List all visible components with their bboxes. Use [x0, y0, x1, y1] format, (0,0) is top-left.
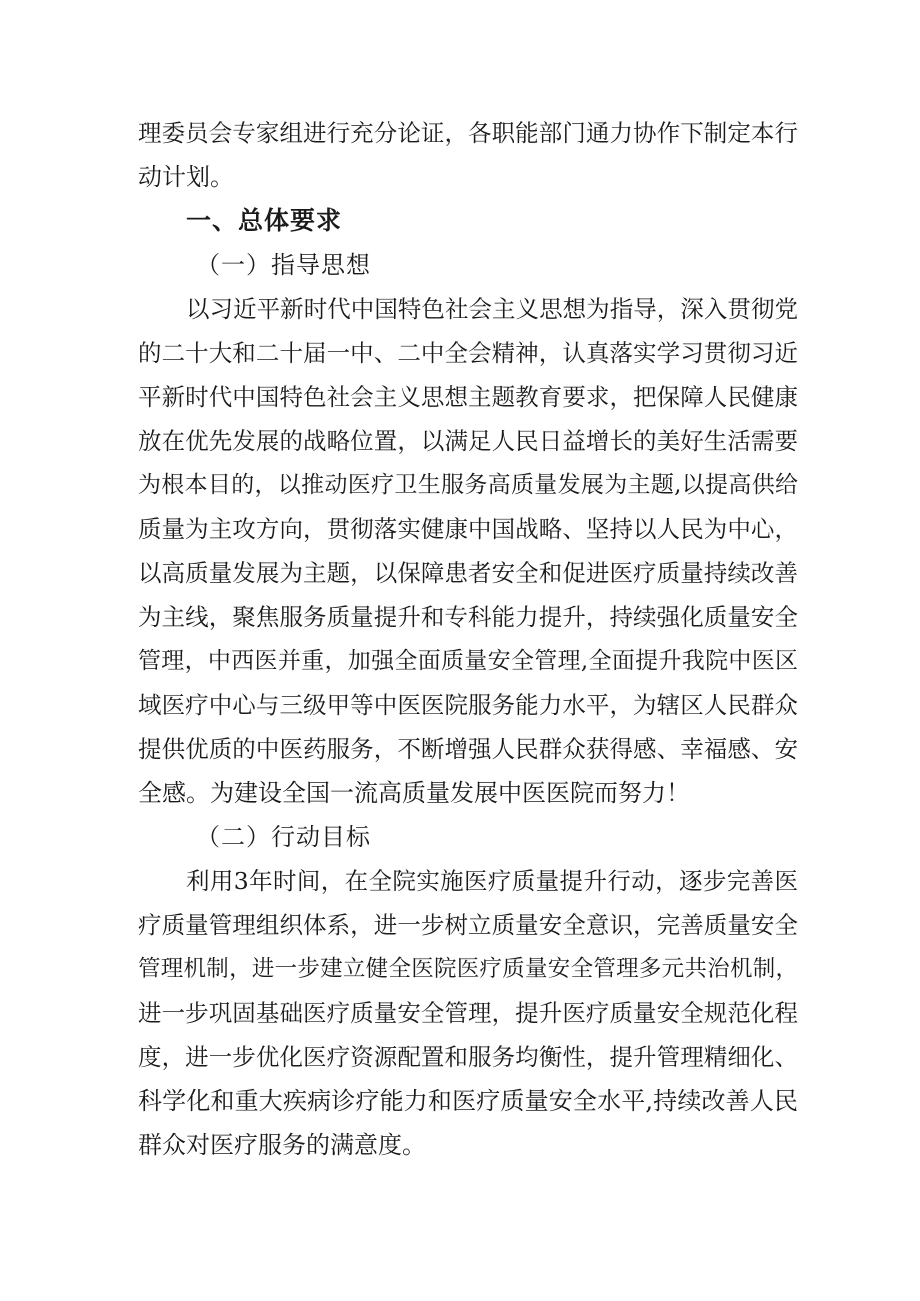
- intro-line-1: 理委员会专家组进行充分论证，各职能部门通力协作下制定本行: [138, 119, 798, 147]
- guiding-line-10: 域医疗中心与三级甲等中医医院服务能力水平，为辖区人民群众: [138, 691, 798, 719]
- guiding-line-11: 提供优质的中医药服务，不断增强人民群众获得感、幸福感、安: [138, 735, 798, 763]
- goal-line-3: 管理机制，进一步建立健全医院医疗质量安全管理多元共治机制，: [138, 956, 798, 982]
- guiding-line-6: 质量为主攻方向，贯彻落实健康中国战略、坚持以人民为中心，: [138, 515, 798, 543]
- guiding-line-9: 管理，中西医并重，加强全面质量安全管理,全面提升我院中医区: [138, 648, 798, 674]
- goal-line-4: 进一步巩固基础医疗质量安全管理，提升医疗质量安全规范化程: [138, 999, 798, 1027]
- guiding-line-7: 以高质量发展为主题，以保障患者安全和促进医疗质量持续改善: [138, 559, 798, 587]
- goal-line-5: 度，进一步优化医疗资源配置和服务均衡性，提升管理精细化、: [138, 1043, 798, 1071]
- subsection-heading-action-goals: （二）行动目标: [196, 823, 371, 851]
- guiding-line-8: 为主线，聚焦服务质量提升和专科能力提升，持续强化质量安全: [138, 603, 798, 631]
- guiding-line-4: 放在优先发展的战略位置，以满足人民日益增长的美好生活需要: [138, 427, 798, 455]
- goal-line-7: 群众对医疗服务的满意度。: [138, 1131, 426, 1159]
- section-heading-overall-requirements: 一、总体要求: [186, 206, 343, 235]
- goal-line-2: 疗质量管理组织体系，进一步树立质量安全意识，完善质量安全: [138, 911, 798, 939]
- guiding-line-1: 以习近平新时代中国特色社会主义思想为指导，深入贯彻党: [186, 295, 798, 323]
- goal-line-1: 利用3年时间，在全院实施医疗质量提升行动，逐步完善医: [186, 867, 798, 895]
- guiding-line-5: 为根本目的，以推动医疗卫生服务高质量发展为主题,以提高供给: [138, 472, 798, 498]
- goal-line-6: 科学化和重大疾病诊疗能力和医疗质量安全水平,持续改善人民: [138, 1087, 798, 1115]
- guiding-line-3: 平新时代中国特色社会主义思想主题教育要求，把保障人民健康: [138, 383, 798, 411]
- subsection-heading-guiding-thought: （一）指导思想: [196, 251, 371, 279]
- intro-line-2: 动计划。: [138, 163, 234, 191]
- guiding-line-2: 的二十大和二十届一中、二中全会精神，认真落实学习贯彻习近: [138, 339, 798, 367]
- guiding-line-12: 全感。为建设全国一流高质量发展中医医院而努力！: [138, 779, 690, 807]
